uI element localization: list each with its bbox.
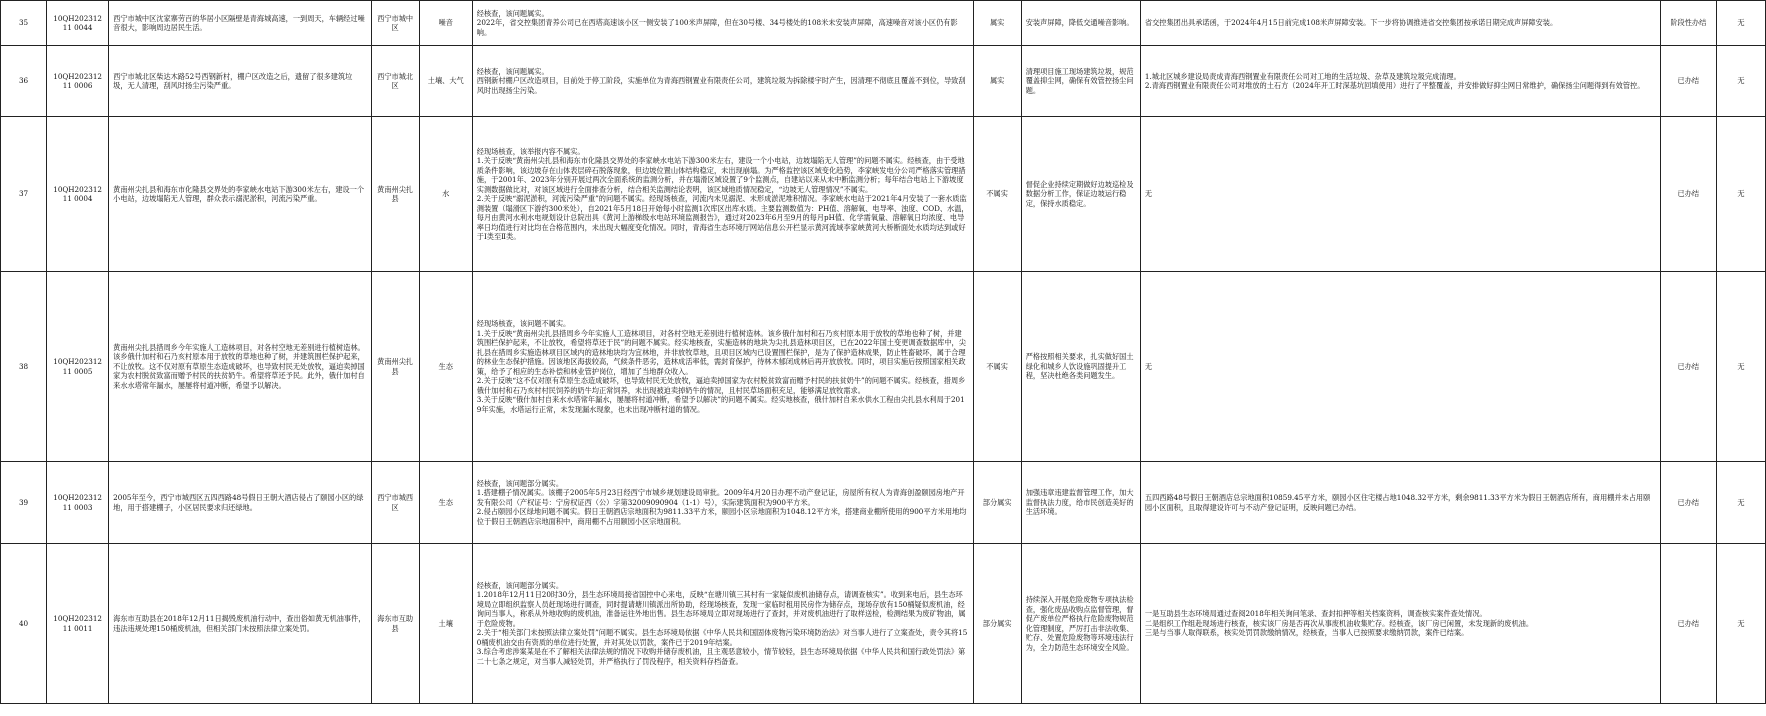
- case-code: 10QH20231211 0044: [53, 13, 102, 32]
- finding-text: 经核查，该问题部分属实。 1.搭建棚子情况属实。该棚子2005年5月23日经西宁市城乡规划建设局审批。2009年4月20日办理不动产登记证，房屋所有权人为青海创盈颐园房地产开发有限公司（产权证号：宁房权证西（公）字第32009090904（1-1）号），实际建筑面积为900平方米。 2.侵占颐园小区绿地问题不属实。假日王朝酒店宗地面积为9811.33平方米，颐园小区宗地面积为1048.12平方米，搭建商业棚所使用的900平方米用地均位于假日王朝酒店宗地面积中，商用棚不占用颐园小区宗地面积。: [476, 478, 967, 526]
- verdict-cell: 属实: [989, 18, 1005, 28]
- finding-text: 经核查，该问题属实。 2022年，省交控集团青养公司已在西塔高速该小区一侧安装了100米声屏障，但在30号楼、34号楼处的108米未安装声屏障，高速噪音对该小区仍有影响。: [476, 8, 958, 37]
- status-cell: 已办结: [1677, 76, 1700, 86]
- area-cell: 西宁市城中区: [377, 13, 414, 32]
- accountability-cell: 无: [1737, 76, 1745, 86]
- row-number: 36: [18, 76, 29, 86]
- row-number: 39: [18, 497, 29, 507]
- result-text: 省交控集团出具承诺函，于2024年4月15日前完成108米声屏障安装。下一步将协调推进省交控集团按承诺日期完成声屏障安装。: [1144, 18, 1558, 28]
- verdict-cell: 部分属实: [982, 497, 1012, 507]
- area-cell: 海东市互助县: [377, 614, 414, 633]
- verdict-cell: 部分属实: [982, 618, 1012, 628]
- case-code: 10QH20231211 0004: [53, 184, 102, 203]
- accountability-cell: 无: [1737, 618, 1745, 628]
- finding-text: 经核查，该问题部分属实。 1.2018年12月11日20时30分，县生态环境局接省国控中心来电，反映“在塘川镇三其村有一家疑似废机油储存点，请调查核实”。收到来电后，县生态环境局立即组织监察人员赶现场进行调查，同时提请塘川镇派出所协助，经现场核查，发现一家临时租用民房作为储存点，现场存放有150桶疑似废机油，经询问当事人，称系从外地收购的废机油，准备运往外地出售。县生态环境局立即对现场进行了查封，并对废机油进行了取样送检，检测结果为废矿物油，属于危险废物。 2.关于“相关部门未按照法律立案处罚”问题不属实。县生态环境局依据《中华人民共和国固体废物污染环境防治法》对当事人进行了立案查处，责令其将150桶废机油交由有资质的单位进行处置，并对其处以罚款，案件已于2019年结案。 3.综合考虑涉案某是在不了解相关法律法规的情况下收购并储存废机油，且主观恶意较小，情节较轻，县生态环境局依据《中华人民共和国行政处罚法》第二十七条之规定，对当事人减轻处罚，并严格执行了罚没程序，相关资料存档备查。: [476, 580, 968, 666]
- complaint-text: 西宁市城中区沈家寨劳百的华居小区隔壁是青海城高速，一到周天，车辆经过噪音很大，影响周边居民生活。: [113, 13, 365, 32]
- area-cell: 黄南州尖扎县: [377, 357, 414, 376]
- pollution-type: 生态: [438, 497, 453, 507]
- pollution-type: 土壤、大气: [427, 76, 464, 86]
- row-number: 37: [18, 189, 29, 199]
- complaint-text: 西宁市城北区柴达木路52号西钢新村，棚户区改造之后，遗留了很多建筑垃圾，无人清理，刮风时扬尘污染严重。: [113, 71, 353, 90]
- pollution-type: 生态: [438, 361, 453, 371]
- area-cell: 西宁市城西区: [377, 493, 414, 512]
- row-number: 40: [18, 618, 29, 628]
- case-code: 10QH20231211 0011: [53, 614, 102, 633]
- accountability-cell: 无: [1737, 361, 1745, 371]
- verdict-cell: 属实: [989, 76, 1005, 86]
- result-text: 无: [1144, 361, 1153, 371]
- status-cell: 已办结: [1677, 497, 1700, 507]
- measure-text: 加强违章违建监督管理工作，加大监督执法力度，给市民创造美好的生活环境。: [1025, 488, 1134, 517]
- measure-text: 持续深入开展危险废物专项执法检查，强化废品收购点监督管理，督促产废单位严格执行危险废物规范化管理制度，严厉打击非法收集、贮存、处置危险废物等环境违法行为，全力防范生态环境安全风险。: [1025, 595, 1134, 652]
- pollution-type: 噪音: [438, 18, 453, 28]
- table-row: [1, 117, 1766, 272]
- table-row: [1, 462, 1766, 544]
- case-code: 10QH20231211 0006: [53, 71, 102, 90]
- status-cell: 已办结: [1677, 189, 1700, 199]
- case-code: 10QH20231211 0005: [53, 357, 102, 376]
- finding-text: 经核查，该问题属实。 西钢新村棚户区改造项目，目前处于停工阶段，实施单位为青海西钢置业有限责任公司，建筑垃圾为拆除楼宇时产生，因清理不彻底且覆盖不到位，导致刮风时出现扬尘污染。: [476, 66, 966, 95]
- status-cell: 已办结: [1677, 618, 1700, 628]
- complaint-text: 海东市互助县在2018年12月11日揭毁废机油行动中，查出俗如黄无机油事件，违法违规处理150桶废机油，但相关部门未按照法律立案处罚。: [113, 614, 366, 633]
- table-row: [1, 544, 1766, 704]
- finding-text: 经现场核查，该问题不属实。 1.关于反映“黄南州尖扎县措周乡今年实施人工造林项目，对各村空地无差别进行植树造林。该乡俄什加村和石乃亥村原本用于放牧的草地也种了树，并建筑围栏保护起来，不让放牧，希望将草还于民”的问题不属实。经实地核查，实施造林的地块为尖扎县造林项目区，已在2022年国土变更调查数据库中，尖扎县在措周乡实施造林项目区域内的造林地块均为宜林地，并非放牧草地，且项目区域内已设置围栏保护，是为了保护造林成果，防止牲畜破坏，属于合理的林业生态保护措施。因该地区海拔较高，气候条件恶劣，造林成活率低，需封育保护，待林木郁闭成林后再开放放牧。同时，项目实施后按照国家相关政策，给予了相应的生态补偿和林业管护岗位，增加了当地群众收入。 2.关于反映“这不仅对原有草原生态造成破坏，也导致村民无处放牧，逼迫卖掉国家为农村脱贫致富而赠予村民的扶贫奶牛”的问题不属实。经核查，措周乡俄什加村和石乃亥村村民饲养的奶牛均正常饲养，未出现被迫卖掉奶牛的情况，且村民草场面积充足，能够满足放牧需求。 3.关于反映“俄什加村自来水水塔常年漏水，屡屡将村道冲断，希望予以解决”的问题不属实。经实地核查，俄什加村自来水供水工程由尖扎县水利局于2019年实施，水塔运行正常，未发现漏水现象，也未出现冲断村道的情况。: [476, 319, 966, 414]
- status-cell: 阶段性办结: [1670, 18, 1707, 28]
- measure-text: 严格按照相关要求，扎实做好国土绿化和城乡人饮设施巩固提升工程，坚决杜绝各类问题发生。: [1025, 352, 1134, 381]
- pollution-type: 土壤: [438, 618, 453, 628]
- result-text: 五四西路48号假日王朝酒店总宗地面积10859.45平方米，颐园小区住宅楼占地1048.32平方米，剩余9811.33平方米为假日王朝酒店所有，商用棚并未占用颐园小区面积，且取得建设许可与不动产登记证明，反映问题已办结。: [1144, 493, 1651, 512]
- area-cell: 西宁市城北区: [377, 71, 414, 90]
- status-cell: 已办结: [1677, 361, 1700, 371]
- row-number: 38: [18, 361, 29, 371]
- pollution-type: 水: [442, 189, 450, 199]
- area-cell: 黄南州尖扎县: [377, 184, 414, 203]
- accountability-cell: 无: [1737, 497, 1745, 507]
- result-text: 无: [1144, 189, 1153, 199]
- complaint-text: 2005年至今，西宁市城西区五四西路48号假日王朝大酒店侵占了颐园小区的绿地，用于搭建棚子，小区居民要求归还绿地。: [113, 493, 364, 512]
- row-number: 35: [18, 18, 29, 28]
- result-text: 一是互助县生态环境局通过查阅2018年相关询问笔录、查封扣押等相关档案资料，调查核实案件查处情况。 二是组织工作组赴现场进行核查，核实该厂房是否再次从事废机油收集贮存。经核查，该厂房已闲置，未发现新的废机油。 三是与当事人取得联系，核实处罚罚款缴纳情况，经核查，当事人已按照要求缴纳罚款，案件已结案。: [1144, 609, 1534, 638]
- result-text: 1.城北区城乡建设局责成青海西钢置业有限责任公司对工地的生活垃圾、杂草及建筑垃圾完成清理。 2.青海西钢置业有限责任公司对堆放的土石方（2024年开工时深基坑回填使用）进行了平整覆盖，并安排做好抑尘网日常维护，确保扬尘问题得到有效管控。: [1144, 71, 1645, 90]
- verdict-cell: 不属实: [986, 361, 1008, 371]
- case-code: 10QH20231211 0003: [53, 493, 102, 512]
- measure-text: 安装声屏障，降低交通噪音影响。: [1025, 18, 1134, 28]
- complaint-text: 黄南州尖扎县措周乡今年实施人工造林项目，对各村空地无差别进行植树造林。该乡俄什加村和石乃亥村原本用于放牧的草地也种了树，并建筑围栏保护起来，不让放牧。这不仅对原有草原生态造成破坏，也导致村民无处放牧，逼迫卖掉国家为农村脱贫致富而赠予村民的扶贫奶牛。希望将草还予民。此外，俄什加村自来水水塔常年漏水，屡屡将村道冲断，希望予以解决。: [113, 342, 365, 390]
- complaint-text: 黄南州尖扎县和海东市化隆县交界处的李家峡水电站下游300米左右，建设一个小电站，边坡塌陷无人管理，群众表示溺泥淤积，河流污染严重。: [113, 184, 365, 203]
- finding-text: 经现场核查，该举报内容不属实。 1.关于反映“黄南州尖扎县和海东市化隆县交界处的李家峡水电站下游300米左右，建设一个小电站，边坡塌陷无人管理”的问题不属实。经核查，由于受地质条件影响，该边坡存在山体表层碎石脱落现象，但边坡位置山体结构稳定，未出现崩塌。为严格监控该区域变化趋势，李家峡发电分公司严格落实管理措施，于2001年、2023年分别开展过两次全面系统的监测分析，并在塌滑区域设置了9个监测点，自建站以来从未中断监测分析；每年结合电站上下游坡度实测数据做比对，对该区域进行全面排查分析，结合相关监测结论表明，该区域地质情况稳定，“边坡无人管理情况”不属实。 2.关于反映“溺泥淤积，河流污染严重”的问题不属实。经现场核查，河流内未见溺泥、未形成淤泥堆积情况。李家峡水电站于2021年4月安装了一套水质监测装置（塌滑区下游约300米处），自2021年5月18日开始每小时监测1次库区出库水质。主要监测数值为：PH值、溶解氧、电导率、浊度、COD、水温，每月由黄河水利水电规划设计总院出具《黄河上游梯级水电站环境监测报告》，通过对2023年6月至9月的每月pH值、化学需氧量、溶解氧日均浓度、电导率日均值进行对比均在合格范围内，未出现大幅度变化情况。同时，青海省生态环境厅网站信息公开栏显示黄河流域李家峡黄河大桥断面处水质均达到或好于Ⅰ类至Ⅱ类。: [476, 146, 969, 241]
- verdict-cell: 不属实: [986, 189, 1008, 199]
- table-row: [1, 272, 1766, 462]
- table-row: [1, 46, 1766, 117]
- table-row: [1, 1, 1766, 46]
- measure-text: 督促企业持续定期做好边坡巡检及数据分析工作，保证边坡运行稳定，保持水质稳定。: [1025, 179, 1134, 208]
- accountability-cell: 无: [1737, 18, 1745, 28]
- measure-text: 清理项目施工现场建筑垃圾，规范覆盖抑尘网，确保有效管控扬尘问题。: [1025, 66, 1134, 95]
- accountability-cell: 无: [1737, 189, 1745, 199]
